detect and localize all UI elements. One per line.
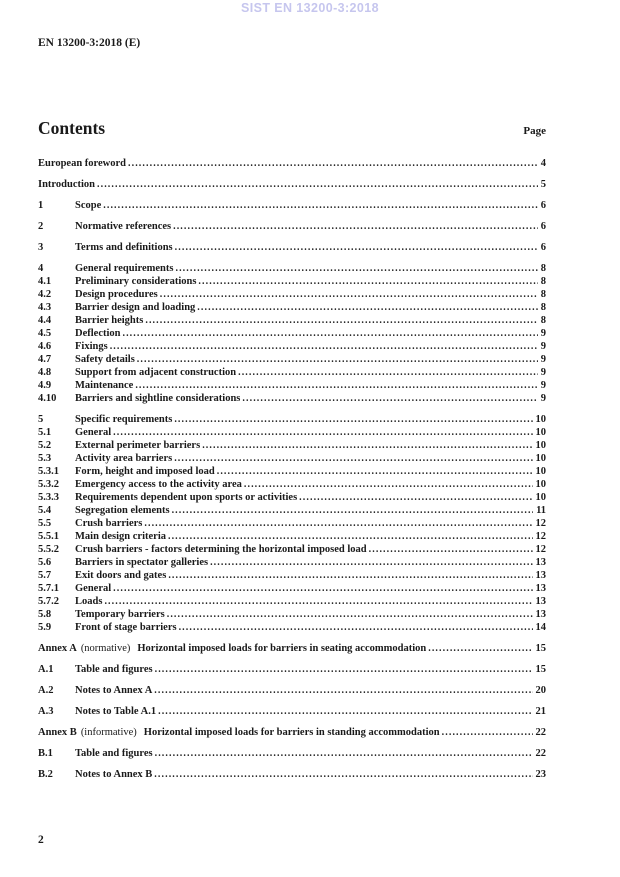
- toc-entry-page: 6: [540, 200, 546, 211]
- toc-entry[interactable]: [38, 452, 546, 465]
- toc-entry-label: Deflection: [75, 328, 121, 339]
- toc-entry-label: Normative references: [75, 221, 172, 232]
- contents-title: Contents: [38, 118, 106, 138]
- dot-leader: [110, 340, 538, 353]
- toc-entry-page: 9: [540, 354, 546, 365]
- dot-leader: [299, 491, 532, 504]
- toc-entry-page: 9: [540, 367, 546, 378]
- toc-entry-number: 2: [38, 221, 44, 232]
- toc-entry-label: Barriers and sightline considerations: [75, 393, 241, 404]
- dot-leader: [174, 452, 532, 465]
- toc-entry-page: 8: [540, 302, 546, 313]
- dot-leader: [428, 642, 532, 655]
- toc-entry-label: Fixings: [75, 341, 108, 352]
- toc-entry[interactable]: [38, 426, 546, 439]
- toc-entry-page: 10: [535, 440, 546, 451]
- toc-entry-label: Barriers in spectator galleries: [75, 557, 209, 568]
- toc-entry[interactable]: [38, 504, 546, 517]
- toc-entry-page: 6: [540, 242, 546, 253]
- toc-entry-number: 5.3: [38, 453, 52, 464]
- toc-entry[interactable]: [38, 178, 546, 191]
- toc-entry[interactable]: [38, 288, 546, 301]
- toc-entry-number: A.1: [38, 664, 54, 675]
- toc-entry-page: 11: [536, 505, 546, 516]
- toc-entry-page: 22: [535, 727, 546, 738]
- toc-entry-label: Notes to Table A.1: [75, 706, 157, 717]
- dot-leader: [168, 530, 533, 543]
- toc-entry-label: Activity area barriers: [75, 453, 173, 464]
- toc-entry[interactable]: [38, 582, 546, 595]
- toc-entry-page: 22: [535, 748, 546, 759]
- toc-entry-page: 23: [535, 769, 546, 780]
- toc-entry-number: 1: [38, 200, 44, 211]
- toc-entry[interactable]: [38, 491, 546, 504]
- toc-entry-page: 13: [535, 557, 546, 568]
- toc-entry-label: Temporary barriers: [75, 609, 165, 620]
- toc-entry-label: General: [75, 427, 112, 438]
- toc-entry-page: 15: [535, 643, 546, 654]
- dot-leader: [198, 275, 537, 288]
- toc-entry[interactable]: [38, 314, 546, 327]
- toc-entry-page: 8: [540, 276, 546, 287]
- document-reference: EN 13200-3:2018 (E): [38, 37, 141, 49]
- toc-entry-number: 4.3: [38, 302, 52, 313]
- dot-leader: [173, 220, 538, 233]
- toc-entry-page: 12: [535, 544, 546, 555]
- toc-entry-label: Barrier heights: [75, 315, 144, 326]
- toc-entry[interactable]: [38, 366, 546, 379]
- toc-entry[interactable]: [38, 517, 546, 530]
- dot-leader: [244, 478, 533, 491]
- toc-entry[interactable]: [38, 530, 546, 543]
- toc-entry-number: 4: [38, 263, 44, 274]
- toc-entry-number: A.2: [38, 685, 54, 696]
- toc-annex-qualifier: (informative): [80, 727, 137, 738]
- toc-entry-page: 5: [540, 179, 546, 190]
- toc-entry-page: 10: [535, 492, 546, 503]
- toc-entry[interactable]: [38, 726, 546, 739]
- dot-leader: [160, 288, 538, 301]
- dot-leader: [168, 569, 532, 582]
- dot-leader: [137, 353, 538, 366]
- toc-entry-page: 20: [535, 685, 546, 696]
- toc-entry[interactable]: [38, 392, 546, 405]
- toc-entry-number: 5.9: [38, 622, 52, 633]
- toc-entry-page: 8: [540, 289, 546, 300]
- toc-entry-number: 4.7: [38, 354, 52, 365]
- toc-entry-page: 10: [535, 466, 546, 477]
- toc-entry-label: Terms and definitions: [75, 242, 173, 253]
- toc-entry-label: General: [75, 583, 112, 594]
- toc-entry[interactable]: [38, 379, 546, 392]
- toc-entry-page: 13: [535, 596, 546, 607]
- toc-entry-page: 8: [540, 315, 546, 326]
- toc-entry-page: 9: [540, 328, 546, 339]
- dot-leader: [174, 413, 532, 426]
- dot-leader: [154, 768, 532, 781]
- dot-leader: [175, 241, 538, 254]
- toc-entry-page: 21: [535, 706, 546, 717]
- toc-entry-label: Support from adjacent construction: [75, 367, 237, 378]
- dot-leader: [113, 426, 532, 439]
- watermark-text: SIST EN 13200-3:2018: [241, 1, 379, 15]
- toc-entry-number: 5.7.2: [38, 596, 59, 607]
- toc-entry[interactable]: [38, 684, 546, 697]
- dot-leader: [122, 327, 537, 340]
- toc-entry-number: 5: [38, 414, 44, 425]
- toc-entry-page: 10: [535, 414, 546, 425]
- toc-entry-page: 12: [535, 531, 546, 542]
- toc-entry-label: Segregation elements: [75, 505, 170, 516]
- toc-entry-label: Table and figures: [75, 748, 153, 759]
- toc-annex-prefix: Annex B: [38, 727, 77, 738]
- toc-entry[interactable]: [38, 478, 546, 491]
- toc-entry[interactable]: [38, 413, 546, 426]
- dot-leader: [197, 301, 537, 314]
- dot-leader: [135, 379, 537, 392]
- toc-entry-page: 6: [540, 221, 546, 232]
- toc-entry[interactable]: [38, 241, 546, 254]
- toc-entry-label: Notes to Annex B: [75, 769, 153, 780]
- toc-entry[interactable]: [38, 663, 546, 676]
- toc-entry-number: 4.8: [38, 367, 52, 378]
- toc-entry-number: 5.7.1: [38, 583, 59, 594]
- toc-entry-number: 5.3.2: [38, 479, 59, 490]
- toc-entry-number: 5.8: [38, 609, 52, 620]
- toc-entry[interactable]: [38, 569, 546, 582]
- toc-entry-label: Notes to Annex A: [75, 685, 153, 696]
- toc-entry-page: 9: [540, 380, 546, 391]
- page-number: 2: [38, 834, 44, 846]
- contents-header: [38, 118, 546, 139]
- toc-entry[interactable]: [38, 327, 546, 340]
- toc-entry-number: 5.5.1: [38, 531, 59, 542]
- toc-entry-label: General requirements: [75, 263, 174, 274]
- dot-leader: [175, 262, 537, 275]
- toc-entry-label: Horizontal imposed loads for barriers in standing accommodation: [143, 727, 440, 738]
- toc-entry-number: B.2: [38, 769, 53, 780]
- toc-entry-page: 10: [535, 479, 546, 490]
- dot-leader: [238, 366, 538, 379]
- toc-entry-label: Front of stage barriers: [75, 622, 177, 633]
- toc-entry-label: Crush barriers: [75, 518, 143, 529]
- toc-entry-number: 5.2: [38, 440, 52, 451]
- toc-entry[interactable]: [38, 157, 546, 170]
- toc-entry[interactable]: [38, 621, 546, 634]
- toc-entry[interactable]: [38, 199, 546, 212]
- toc-entry[interactable]: [38, 262, 546, 275]
- dot-leader: [217, 465, 533, 478]
- toc-entry[interactable]: [38, 340, 546, 353]
- dot-leader: [103, 199, 538, 212]
- toc-entry-number: 4.6: [38, 341, 52, 352]
- toc-entry-number: 5.7: [38, 570, 52, 581]
- toc-entry-label: Preliminary considerations: [75, 276, 197, 287]
- toc-entry-label: European foreword: [38, 158, 126, 169]
- toc-entry-page: 9: [540, 393, 546, 404]
- toc-entry-label: Crush barriers - factors determining the horizontal imposed load: [75, 544, 367, 555]
- toc-entry-label: External perimeter barriers: [75, 440, 201, 451]
- toc-entry[interactable]: [38, 275, 546, 288]
- dot-leader: [144, 517, 532, 530]
- toc-entry-label: Safety details: [75, 354, 135, 365]
- toc-entry-label: Requirements dependent upon sports or activities: [75, 492, 298, 503]
- toc-entry[interactable]: [38, 556, 546, 569]
- toc-entry[interactable]: [38, 353, 546, 366]
- toc-entry[interactable]: [38, 768, 546, 781]
- toc-entry-number: 5.6: [38, 557, 52, 568]
- toc-entry-label: Design procedures: [75, 289, 158, 300]
- dot-leader: [145, 314, 537, 327]
- dot-leader: [442, 726, 533, 739]
- dot-leader: [97, 178, 538, 191]
- dot-leader: [104, 595, 532, 608]
- dot-leader: [155, 747, 533, 760]
- toc-entry-page: 9: [540, 341, 546, 352]
- toc-entry-label: Form, height and imposed load: [75, 466, 215, 477]
- toc-entry[interactable]: [38, 543, 546, 556]
- toc-entry-number: 4.4: [38, 315, 52, 326]
- toc-entry-label: Table and figures: [75, 664, 153, 675]
- toc-entry-label: Exit doors and gates: [75, 570, 167, 581]
- dot-leader: [158, 705, 532, 718]
- dot-leader: [369, 543, 533, 556]
- toc-entry-page: 13: [535, 570, 546, 581]
- toc-entry-number: 4.5: [38, 328, 52, 339]
- dot-leader: [179, 621, 533, 634]
- toc-entry[interactable]: [38, 705, 546, 718]
- toc-entry-page: 8: [540, 263, 546, 274]
- dot-leader: [167, 608, 533, 621]
- toc-entry-label: Main design criteria: [75, 531, 166, 542]
- toc-annex-prefix: Annex A: [38, 643, 77, 654]
- toc-entry-label: Horizontal imposed loads for barriers in seating accommodation: [137, 643, 427, 654]
- toc-entry[interactable]: [38, 439, 546, 452]
- toc-entry-page: 10: [535, 453, 546, 464]
- toc-annex-qualifier: (normative): [80, 643, 131, 654]
- toc-entry-label: Emergency access to the activity area: [75, 479, 242, 490]
- toc-entry-number: 5.3.3: [38, 492, 59, 503]
- toc-entry[interactable]: [38, 642, 546, 655]
- toc-entry-number: 5.3.1: [38, 466, 59, 477]
- toc-entry[interactable]: [38, 595, 546, 608]
- dot-leader: [242, 392, 537, 405]
- toc-entry-label: Introduction: [38, 179, 95, 190]
- page-column-label: Page: [523, 125, 546, 137]
- toc-entry[interactable]: [38, 465, 546, 478]
- toc-entry-number: 4.1: [38, 276, 52, 287]
- toc-entry-label: Barrier design and loading: [75, 302, 196, 313]
- toc-entry[interactable]: [38, 301, 546, 314]
- table-of-contents: [38, 149, 546, 781]
- toc-entry-number: 4.10: [38, 393, 57, 404]
- toc-entry-page: 13: [535, 609, 546, 620]
- toc-entry-page: 4: [540, 158, 546, 169]
- dot-leader: [113, 582, 532, 595]
- toc-entry-number: 5.5: [38, 518, 52, 529]
- toc-entry-label: Maintenance: [75, 380, 134, 391]
- toc-entry-page: 10: [535, 427, 546, 438]
- toc-entry-number: B.1: [38, 748, 53, 759]
- toc-entry-label: Loads: [75, 596, 103, 607]
- toc-entry-number: 5.1: [38, 427, 52, 438]
- toc-entry-page: 13: [535, 583, 546, 594]
- toc-entry-page: 14: [535, 622, 546, 633]
- toc-entry-label: Specific requirements: [75, 414, 173, 425]
- toc-entry-number: A.3: [38, 706, 54, 717]
- toc-entry[interactable]: [38, 608, 546, 621]
- dot-leader: [210, 556, 532, 569]
- dot-leader: [155, 663, 533, 676]
- dot-leader: [154, 684, 532, 697]
- toc-entry-page: 12: [535, 518, 546, 529]
- toc-entry[interactable]: [38, 747, 546, 760]
- toc-entry-number: 4.9: [38, 380, 52, 391]
- toc-entry[interactable]: [38, 220, 546, 233]
- toc-entry-number: 4.2: [38, 289, 52, 300]
- toc-entry-label: Scope: [75, 200, 102, 211]
- dot-leader: [128, 157, 538, 170]
- dot-leader: [172, 504, 534, 517]
- toc-entry-page: 15: [535, 664, 546, 675]
- dot-leader: [202, 439, 532, 452]
- toc-entry-number: 3: [38, 242, 44, 253]
- toc-entry-number: 5.5.2: [38, 544, 59, 555]
- toc-entry-number: 5.4: [38, 505, 52, 516]
